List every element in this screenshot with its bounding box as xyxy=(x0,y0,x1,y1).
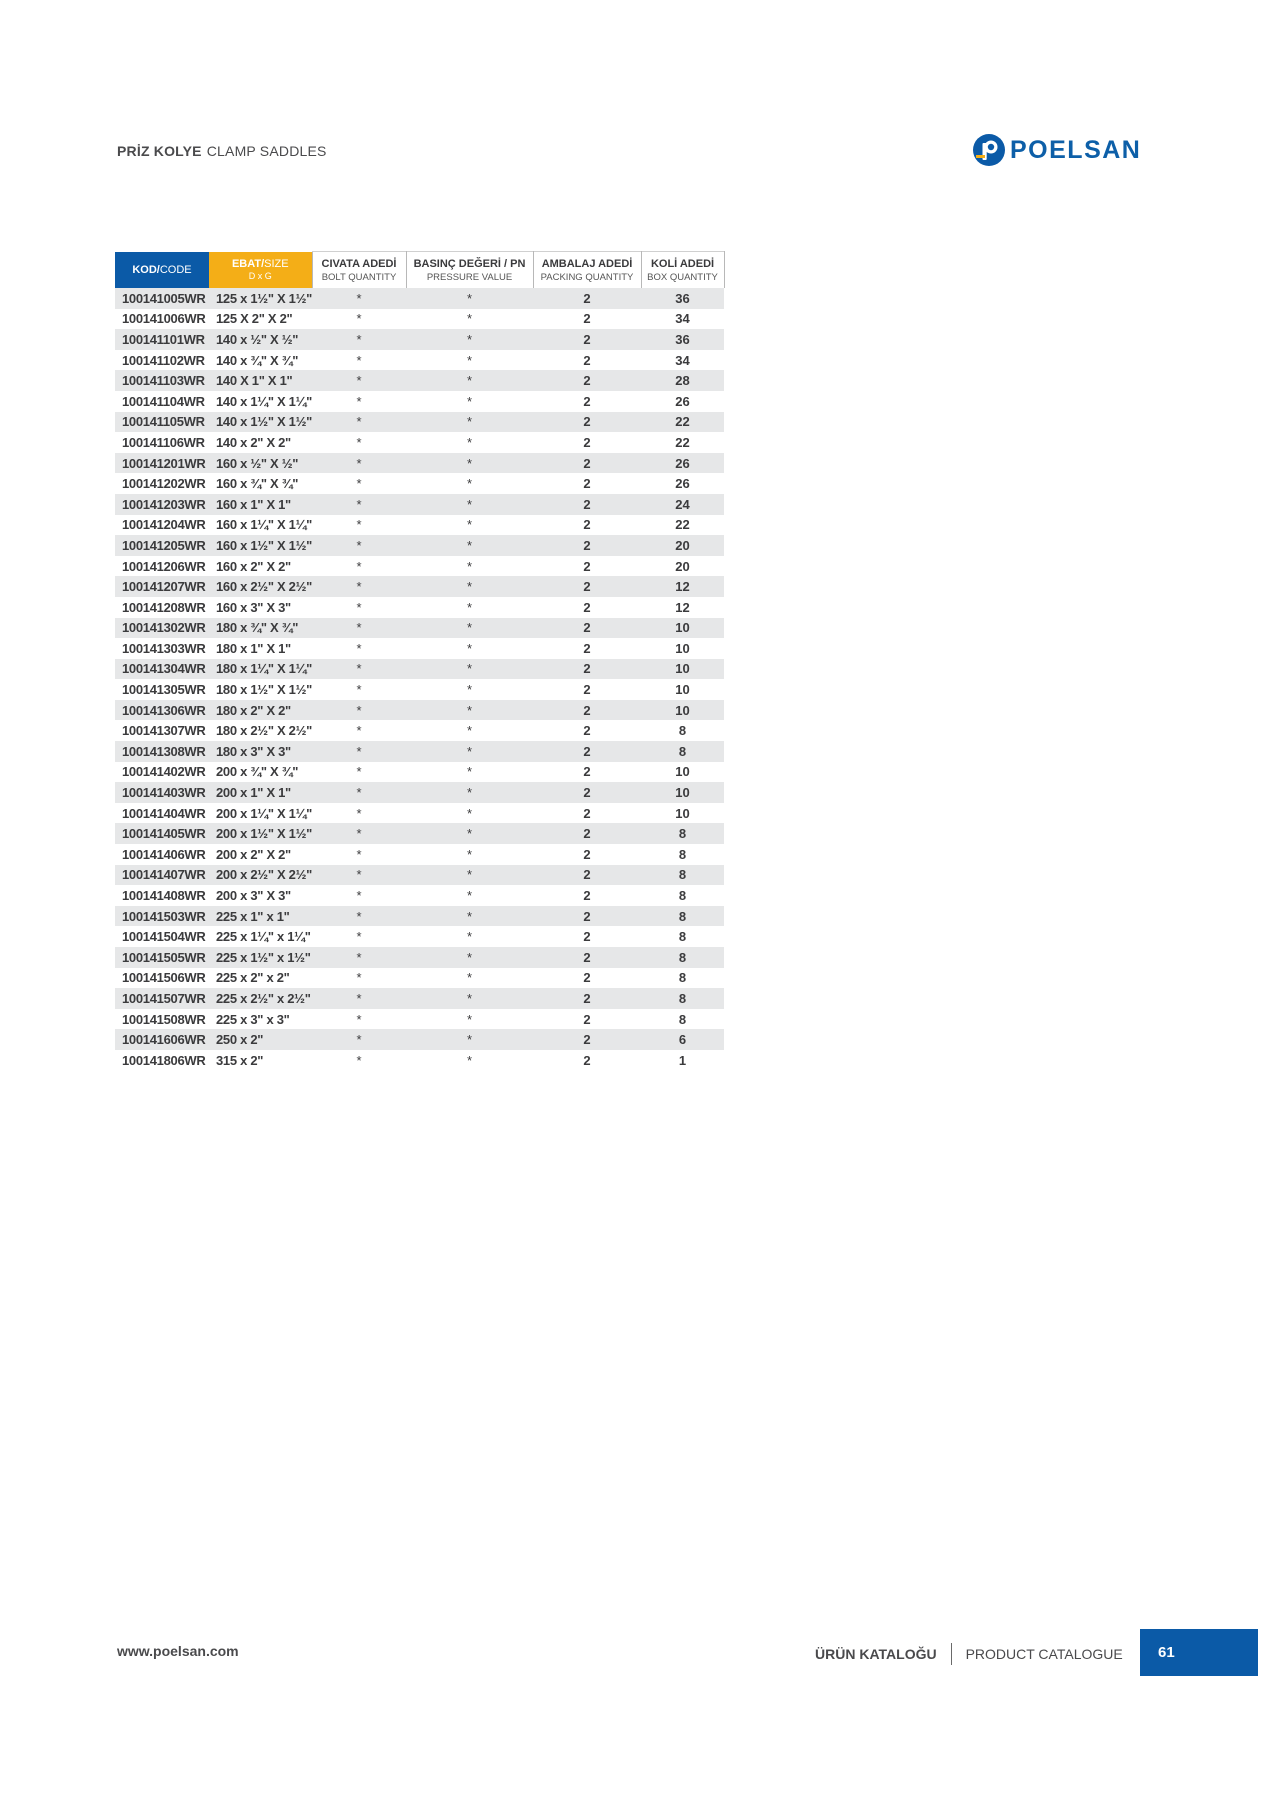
cell-size: 225 x 1½" x 1½" xyxy=(209,947,312,968)
footer-catalog-label: ÜRÜN KATALOĞU PRODUCT CATALOGUE xyxy=(815,1643,1123,1665)
table-row xyxy=(115,391,724,412)
cell-packing-quantity: 2 xyxy=(533,865,641,886)
cell-size: 315 x 2" xyxy=(216,1052,264,1068)
cell-packing-quantity: 2 xyxy=(583,805,591,821)
cell-box-quantity: 26 xyxy=(675,476,690,492)
cell-packing-quantity: 2 xyxy=(583,517,591,533)
cell-box-quantity: 10 xyxy=(641,618,724,639)
cell-size: 180 x 1½" X 1½" xyxy=(216,682,313,698)
poelsan-logo-icon xyxy=(972,133,1006,167)
cell-packing-quantity: 2 xyxy=(533,659,641,680)
cell-pressure-value: * xyxy=(466,682,473,698)
cell-box-quantity: 8 xyxy=(641,741,724,762)
cell-packing-quantity: 2 xyxy=(583,682,591,698)
cell-bolt-quantity: * xyxy=(312,659,406,680)
cell-size: 225 x 1¼" x 1¼" xyxy=(216,929,311,945)
cell-packing-quantity: 2 xyxy=(533,1029,641,1050)
table-row xyxy=(115,782,724,803)
cell-code: 100141207WR xyxy=(115,576,209,597)
cell-pressure-value: * xyxy=(406,906,533,927)
footer-website: www.poelsan.com xyxy=(117,1643,239,1659)
cell-box-quantity: 1 xyxy=(678,1052,687,1068)
cell-code: 100141304WR xyxy=(115,659,209,680)
cell-box-quantity: 28 xyxy=(641,370,724,391)
cell-packing-quantity: 2 xyxy=(583,599,591,615)
cell-size: 160 x 2½" X 2½" xyxy=(209,576,312,597)
cell-size: 225 x 3" x 3" xyxy=(216,1011,290,1027)
cell-box-quantity: 34 xyxy=(675,311,690,327)
table-row xyxy=(115,865,724,886)
cell-code: 100141405WR xyxy=(115,823,209,844)
cell-box-quantity: 36 xyxy=(641,329,724,350)
header-size: EBAT/SIZE D x G xyxy=(209,252,312,289)
table-row xyxy=(115,762,724,783)
cell-pressure-value: * xyxy=(466,311,473,327)
cell-pressure-value: * xyxy=(466,764,473,780)
table-row xyxy=(115,309,724,330)
table-row xyxy=(115,700,724,721)
table-header-row xyxy=(115,252,724,289)
table-row xyxy=(115,1050,724,1071)
cell-code: 100141204WR xyxy=(122,517,206,533)
cell-pressure-value: * xyxy=(406,412,533,433)
table-row xyxy=(115,1009,724,1030)
table-row xyxy=(115,844,724,865)
cell-packing-quantity: 2 xyxy=(583,640,591,656)
cell-size: 180 x 1" X 1" xyxy=(216,640,291,656)
cell-packing-quantity: 2 xyxy=(583,558,591,574)
cell-size: 180 x 3" X 3" xyxy=(209,741,312,762)
cell-pressure-value: * xyxy=(406,288,533,309)
cell-bolt-quantity: * xyxy=(356,682,362,698)
cell-box-quantity: 10 xyxy=(675,682,690,698)
cell-box-quantity: 8 xyxy=(641,865,724,886)
cell-box-quantity: 26 xyxy=(675,393,690,409)
cell-bolt-quantity: * xyxy=(312,741,406,762)
table-body xyxy=(115,288,724,1071)
cell-code: 100141508WR xyxy=(122,1011,206,1027)
table-row xyxy=(115,329,724,350)
cell-packing-quantity: 2 xyxy=(533,988,641,1009)
cell-code: 100141102WR xyxy=(122,352,205,368)
cell-packing-quantity: 2 xyxy=(533,494,641,515)
cell-size: 225 x 1" x 1" xyxy=(209,906,312,927)
table-row xyxy=(115,906,724,927)
table-row xyxy=(115,659,724,680)
cell-pressure-value: * xyxy=(466,352,473,368)
cell-size: 140 x 1¼" X 1¼" xyxy=(216,393,313,409)
cell-packing-quantity: 2 xyxy=(583,476,591,492)
cell-size: 180 x ¾" X ¾" xyxy=(209,618,312,639)
table-row xyxy=(115,494,724,515)
cell-packing-quantity: 2 xyxy=(583,434,591,450)
cell-pressure-value: * xyxy=(466,1011,473,1027)
cell-packing-quantity: 2 xyxy=(533,412,641,433)
cell-code: 100141203WR xyxy=(115,494,209,515)
table-row xyxy=(115,1029,724,1050)
header-packing-quantity: AMBALAJ ADEDİ PACKING QUANTITY xyxy=(533,252,641,289)
cell-box-quantity: 24 xyxy=(641,494,724,515)
cell-box-quantity: 10 xyxy=(641,700,724,721)
cell-size: 160 x ½" X ½" xyxy=(209,453,312,474)
cell-size: 160 x 1" X 1" xyxy=(209,494,312,515)
cell-box-quantity: 8 xyxy=(678,846,687,862)
cell-packing-quantity: 2 xyxy=(533,906,641,927)
cell-box-quantity: 20 xyxy=(641,535,724,556)
cell-pressure-value: * xyxy=(406,865,533,886)
cell-pressure-value: * xyxy=(466,1052,473,1068)
title-english: CLAMP SADDLES xyxy=(206,143,327,159)
cell-box-quantity: 26 xyxy=(641,453,724,474)
cell-bolt-quantity: * xyxy=(356,599,362,615)
cell-code: 100141403WR xyxy=(115,782,209,803)
cell-bolt-quantity: * xyxy=(356,476,362,492)
cell-packing-quantity: 2 xyxy=(583,846,591,862)
cell-code: 100141506WR xyxy=(122,970,206,986)
cell-box-quantity: 8 xyxy=(678,723,687,739)
cell-pressure-value: * xyxy=(406,494,533,515)
cell-code: 100141106WR xyxy=(122,434,205,450)
cell-code: 100141407WR xyxy=(115,865,209,886)
cell-bolt-quantity: * xyxy=(312,453,406,474)
cell-box-quantity: 8 xyxy=(641,823,724,844)
cell-size: 200 x ¾" X ¾" xyxy=(216,764,299,780)
cell-packing-quantity: 2 xyxy=(583,393,591,409)
cell-packing-quantity: 2 xyxy=(583,1052,591,1068)
cell-pressure-value: * xyxy=(406,700,533,721)
footer-divider xyxy=(951,1643,952,1665)
cell-packing-quantity: 2 xyxy=(533,782,641,803)
cell-bolt-quantity: * xyxy=(312,618,406,639)
cell-bolt-quantity: * xyxy=(312,535,406,556)
cell-size: 250 x 2" xyxy=(209,1029,312,1050)
cell-packing-quantity: 2 xyxy=(583,1011,591,1027)
cell-packing-quantity: 2 xyxy=(583,352,591,368)
cell-pressure-value: * xyxy=(466,517,473,533)
cell-pressure-value: * xyxy=(406,535,533,556)
cell-code: 100141208WR xyxy=(122,599,206,615)
cell-box-quantity: 8 xyxy=(678,970,687,986)
cell-code: 100141606WR xyxy=(115,1029,209,1050)
cell-bolt-quantity: * xyxy=(356,888,362,904)
cell-size: 140 x ½" X ½" xyxy=(209,329,312,350)
table-row xyxy=(115,473,724,494)
table-row xyxy=(115,988,724,1009)
cell-bolt-quantity: * xyxy=(356,929,362,945)
cell-pressure-value: * xyxy=(466,434,473,450)
table-row xyxy=(115,432,724,453)
cell-bolt-quantity: * xyxy=(312,576,406,597)
cell-bolt-quantity: * xyxy=(356,352,362,368)
cell-bolt-quantity: * xyxy=(356,1052,362,1068)
cell-bolt-quantity: * xyxy=(312,823,406,844)
cell-packing-quantity: 2 xyxy=(533,329,641,350)
cell-box-quantity: 22 xyxy=(675,517,690,533)
cell-size: 180 x 1¼" X 1¼" xyxy=(209,659,312,680)
cell-code: 100141104WR xyxy=(122,393,205,409)
cell-size: 140 x 1½" X 1½" xyxy=(209,412,312,433)
table-row xyxy=(115,288,724,309)
table-row xyxy=(115,947,724,968)
cell-size: 200 x 1¼" X 1¼" xyxy=(216,805,313,821)
cell-size: 200 x 2½" X 2½" xyxy=(209,865,312,886)
cell-packing-quantity: 2 xyxy=(533,700,641,721)
table-row xyxy=(115,535,724,556)
cell-size: 180 x 2" X 2" xyxy=(209,700,312,721)
cell-pressure-value: * xyxy=(466,599,473,615)
cell-size: 200 x 1" X 1" xyxy=(209,782,312,803)
cell-pressure-value: * xyxy=(466,846,473,862)
cell-size: 140 X 1" X 1" xyxy=(209,370,312,391)
cell-code: 100141206WR xyxy=(122,558,206,574)
cell-size: 225 x 2" x 2" xyxy=(216,970,290,986)
cell-code: 100141205WR xyxy=(115,535,209,556)
page-title xyxy=(117,143,327,159)
cell-pressure-value: * xyxy=(406,370,533,391)
cell-pressure-value: * xyxy=(406,329,533,350)
cell-code: 100141306WR xyxy=(115,700,209,721)
cell-box-quantity: 10 xyxy=(641,782,724,803)
cell-pressure-value: * xyxy=(406,988,533,1009)
cell-box-quantity: 10 xyxy=(675,805,690,821)
table-row xyxy=(115,638,724,659)
cell-box-quantity: 8 xyxy=(678,888,687,904)
cell-size: 160 x 1¼" X 1¼" xyxy=(216,517,313,533)
table-row xyxy=(115,556,724,577)
brand-logo xyxy=(972,133,1141,167)
cell-packing-quantity: 2 xyxy=(583,929,591,945)
cell-box-quantity: 8 xyxy=(678,1011,687,1027)
cell-packing-quantity: 2 xyxy=(533,947,641,968)
cell-packing-quantity: 2 xyxy=(583,311,591,327)
header-bolt-quantity: CIVATA ADEDİ BOLT QUANTITY xyxy=(312,252,406,289)
cell-pressure-value: * xyxy=(466,393,473,409)
cell-pressure-value: * xyxy=(466,723,473,739)
cell-pressure-value: * xyxy=(406,659,533,680)
cell-code: 100141308WR xyxy=(115,741,209,762)
cell-bolt-quantity: * xyxy=(356,723,362,739)
table-row xyxy=(115,823,724,844)
cell-bolt-quantity: * xyxy=(356,1011,362,1027)
cell-bolt-quantity: * xyxy=(356,764,362,780)
cell-packing-quantity: 2 xyxy=(583,723,591,739)
cell-pressure-value: * xyxy=(406,453,533,474)
cell-code: 100141105WR xyxy=(115,412,209,433)
cell-pressure-value: * xyxy=(406,1029,533,1050)
cell-box-quantity: 8 xyxy=(641,906,724,927)
table-row xyxy=(115,741,724,762)
cell-bolt-quantity: * xyxy=(312,865,406,886)
table-row xyxy=(115,576,724,597)
cell-pressure-value: * xyxy=(466,888,473,904)
cell-packing-quantity: 2 xyxy=(533,576,641,597)
table-row xyxy=(115,720,724,741)
cell-pressure-value: * xyxy=(406,782,533,803)
cell-size: 225 x 2½" x 2½" xyxy=(209,988,312,1009)
cell-size: 200 x 3" X 3" xyxy=(216,888,291,904)
cell-packing-quantity: 2 xyxy=(533,618,641,639)
cell-bolt-quantity: * xyxy=(356,434,362,450)
cell-bolt-quantity: * xyxy=(356,640,362,656)
table-row xyxy=(115,803,724,824)
cell-bolt-quantity: * xyxy=(312,288,406,309)
cell-pressure-value: * xyxy=(466,476,473,492)
table-row xyxy=(115,515,724,536)
header-pressure-value: BASINÇ DEĞERİ / PN PRESSURE VALUE xyxy=(406,252,533,289)
cell-code: 100141507WR xyxy=(115,988,209,1009)
cell-packing-quantity: 2 xyxy=(533,535,641,556)
cell-bolt-quantity: * xyxy=(312,906,406,927)
cell-box-quantity: 10 xyxy=(675,764,690,780)
cell-box-quantity: 12 xyxy=(641,576,724,597)
cell-size: 180 x 2½" X 2½" xyxy=(216,723,313,739)
cell-bolt-quantity: * xyxy=(312,412,406,433)
cell-bolt-quantity: * xyxy=(312,329,406,350)
cell-code: 100141302WR xyxy=(115,618,209,639)
cell-pressure-value: * xyxy=(466,805,473,821)
cell-packing-quantity: 2 xyxy=(533,288,641,309)
cell-code: 100141307WR xyxy=(122,723,206,739)
cell-size: 125 x 1½" X 1½" xyxy=(209,288,312,309)
table-row xyxy=(115,679,724,700)
cell-bolt-quantity: * xyxy=(312,988,406,1009)
cell-size: 160 x 2" X 2" xyxy=(216,558,291,574)
cell-bolt-quantity: * xyxy=(356,517,362,533)
cell-pressure-value: * xyxy=(466,970,473,986)
cell-pressure-value: * xyxy=(406,741,533,762)
table-row xyxy=(115,453,724,474)
cell-bolt-quantity: * xyxy=(356,558,362,574)
title-turkish: PRİZ KOLYE xyxy=(117,143,202,159)
cell-bolt-quantity: * xyxy=(356,805,362,821)
cell-code: 100141402WR xyxy=(122,764,206,780)
cell-packing-quantity: 2 xyxy=(583,764,591,780)
cell-box-quantity: 20 xyxy=(675,558,690,574)
table-row xyxy=(115,412,724,433)
page-number: 61 xyxy=(1140,1629,1258,1676)
cell-bolt-quantity: * xyxy=(356,970,362,986)
cell-code: 100141201WR xyxy=(115,453,209,474)
cell-code: 100141305WR xyxy=(122,682,206,698)
cell-bolt-quantity: * xyxy=(312,1029,406,1050)
cell-size: 200 x 2" X 2" xyxy=(216,846,291,862)
cell-box-quantity: 8 xyxy=(641,947,724,968)
cell-code: 100141503WR xyxy=(115,906,209,927)
header-code: KOD/CODE xyxy=(115,252,209,289)
table-row xyxy=(115,597,724,618)
cell-size: 160 x ¾" X ¾" xyxy=(216,476,299,492)
cell-packing-quantity: 2 xyxy=(533,741,641,762)
cell-code: 100141103WR xyxy=(115,370,209,391)
cell-packing-quantity: 2 xyxy=(533,823,641,844)
cell-code: 100141404WR xyxy=(122,805,206,821)
cell-box-quantity: 34 xyxy=(675,352,690,368)
cell-size: 160 x 1½" X 1½" xyxy=(209,535,312,556)
cell-bolt-quantity: * xyxy=(356,846,362,862)
cell-box-quantity: 10 xyxy=(641,659,724,680)
cell-bolt-quantity: * xyxy=(312,947,406,968)
cell-size: 200 x 1½" X 1½" xyxy=(209,823,312,844)
cell-packing-quantity: 2 xyxy=(583,970,591,986)
table-row xyxy=(115,618,724,639)
cell-code: 100141806WR xyxy=(122,1052,206,1068)
product-table xyxy=(115,251,725,1071)
logo-wordmark: POELSAN xyxy=(1010,135,1142,164)
cell-box-quantity: 36 xyxy=(641,288,724,309)
cell-bolt-quantity: * xyxy=(312,782,406,803)
table-row xyxy=(115,370,724,391)
cell-pressure-value: * xyxy=(466,929,473,945)
cell-packing-quantity: 2 xyxy=(533,453,641,474)
cell-box-quantity: 10 xyxy=(675,640,690,656)
cell-bolt-quantity: * xyxy=(356,311,362,327)
cell-code: 100141408WR xyxy=(122,888,206,904)
cell-box-quantity: 22 xyxy=(675,434,690,450)
cell-pressure-value: * xyxy=(406,823,533,844)
cell-code: 100141006WR xyxy=(122,311,206,327)
cell-box-quantity: 12 xyxy=(675,599,690,615)
table-row xyxy=(115,926,724,947)
cell-code: 100141505WR xyxy=(115,947,209,968)
cell-code: 100141504WR xyxy=(122,929,206,945)
cell-size: 160 x 3" X 3" xyxy=(216,599,291,615)
cell-pressure-value: * xyxy=(406,618,533,639)
header-box-quantity: KOLİ ADEDİ BOX QUANTITY xyxy=(641,252,724,289)
table-row xyxy=(115,350,724,371)
cell-box-quantity: 8 xyxy=(641,988,724,1009)
cell-pressure-value: * xyxy=(406,576,533,597)
cell-code: 100141101WR xyxy=(115,329,209,350)
cell-size: 140 x 2" X 2" xyxy=(216,434,291,450)
cell-code: 100141303WR xyxy=(122,640,206,656)
cell-box-quantity: 22 xyxy=(641,412,724,433)
cell-bolt-quantity: * xyxy=(312,494,406,515)
cell-code: 100141202WR xyxy=(122,476,206,492)
table-row xyxy=(115,968,724,989)
cell-size: 140 x ¾" X ¾" xyxy=(216,352,299,368)
cell-size: 125 X 2" X 2" xyxy=(216,311,293,327)
cell-pressure-value: * xyxy=(466,640,473,656)
cell-code: 100141005WR xyxy=(115,288,209,309)
cell-pressure-value: * xyxy=(406,947,533,968)
cell-bolt-quantity: * xyxy=(312,700,406,721)
cell-bolt-quantity: * xyxy=(356,393,362,409)
cell-packing-quantity: 2 xyxy=(583,888,591,904)
cell-box-quantity: 8 xyxy=(678,929,687,945)
cell-box-quantity: 6 xyxy=(641,1029,724,1050)
cell-code: 100141406WR xyxy=(122,846,206,862)
table-row xyxy=(115,885,724,906)
cell-bolt-quantity: * xyxy=(312,370,406,391)
cell-packing-quantity: 2 xyxy=(533,370,641,391)
cell-pressure-value: * xyxy=(466,558,473,574)
